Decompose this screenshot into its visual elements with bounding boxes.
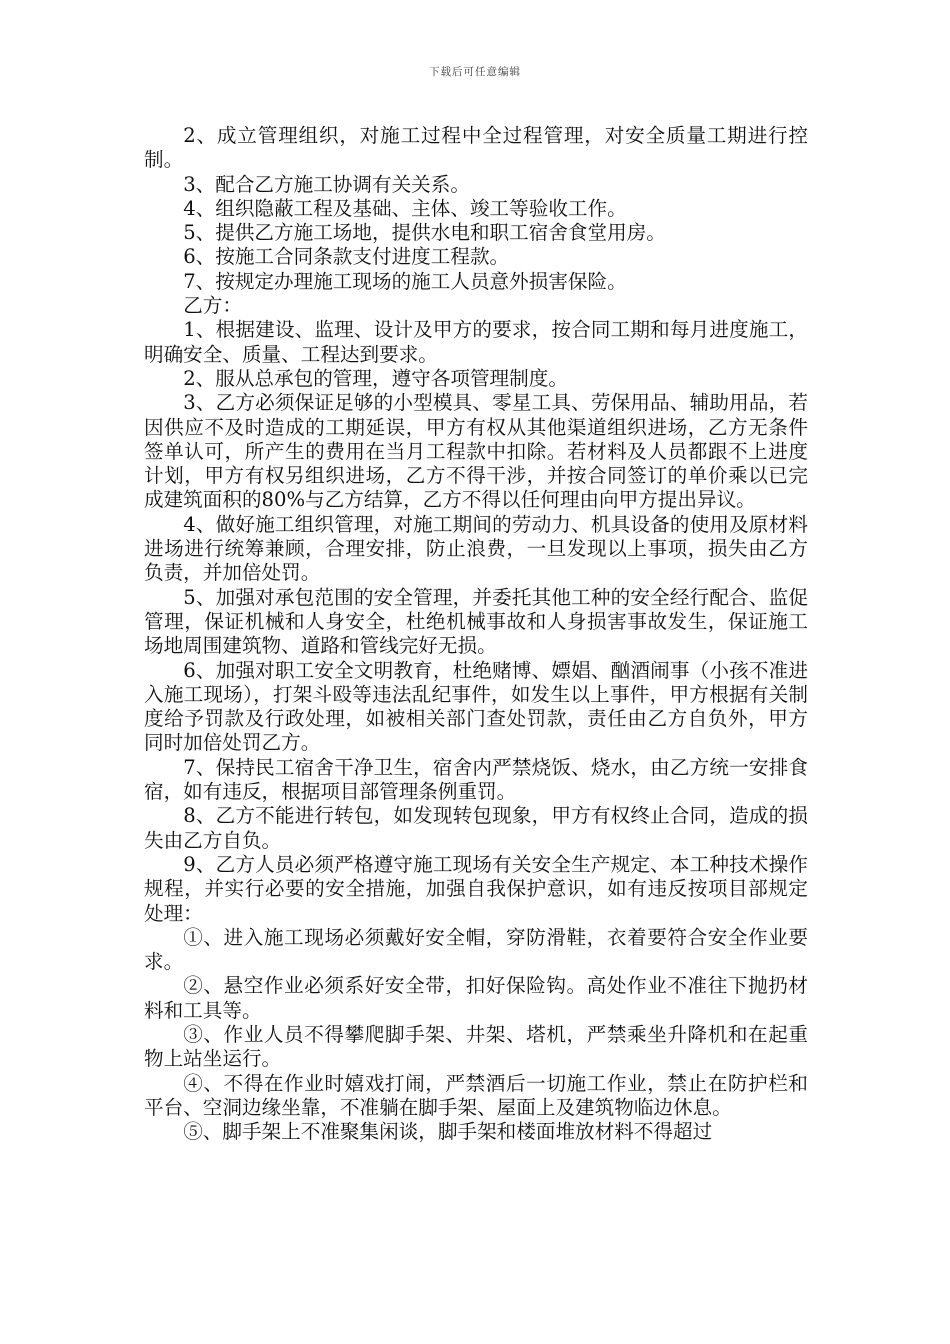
paragraph-a4: 4、组织隐蔽工程及基础、主体、竣工等验收工作。: [183, 196, 627, 220]
paragraph-b6: 6、加强对职工安全文明教育，杜绝赌博、嫖娼、酗酒闹事（小孩不准进入施工现场），打架斗殴等违法乱纪事件，如发生以上事件，甲方根据有关制度给予罚款及行政处理，如被相关部门查处罚款，责任由乙方自负外，甲方同时加倍处罚乙方。: [144, 658, 808, 755]
paragraph-b1: 1、根据建设、监理、设计及甲方的要求，按合同工期和每月进度施工，明确安全、质量、工程达到要求。: [144, 318, 808, 366]
rule-item-3: ③、作业人员不得攀爬脚手架、井架、塔机，严禁乘坐升降机和在起重物上站坐运行。: [144, 1022, 808, 1071]
paragraph-b7: 7、保持民工宿舍干净卫生，宿舍内严禁烧饭、烧水，由乙方统一安排食宿，如有违反，根据项目部管理条例重罚。: [144, 755, 808, 804]
paragraph-b4: 4、做好施工组织管理，对施工期间的劳动力、机具设备的使用及原材料进场进行统筹兼顾，合理安排，防止浪费，一旦发现以上事项，损失由乙方负责，并加倍处罚。: [144, 512, 808, 585]
paragraph-a7: 7、按规定办理施工现场的施工人员意外损害保险。: [183, 269, 627, 293]
paragraph-b9: 9、乙方人员必须严格遵守施工现场有关安全生产规定、本工种技术操作规程，并实行必要的安全措施，加强自我保护意识，如有违反按项目部规定处理：: [144, 852, 808, 925]
paragraph-b5: 5、加强对承包范围的安全管理，并委托其他工种的安全经行配合、监促管理，保证机械和人身安全，杜绝机械事故和人身损害事故发生，保证施工场地周围建筑物、道路和管线完好无损。: [144, 585, 808, 658]
paragraph-b8: 8、乙方不能进行转包，如发现转包现象，甲方有权终止合同，造成的损失由乙方自负。: [144, 804, 808, 852]
section-heading-party-b: 乙方：: [183, 294, 242, 318]
document-body: [144, 124, 808, 1144]
page-header: 下载后可任意编辑: [429, 66, 521, 78]
rule-item-5: ⑤、脚手架上不准聚集闲谈，脚手架和楼面堆放材料不得超过: [183, 1120, 713, 1144]
rule-item-4: ④、不得在作业时嬉戏打闹，严禁酒后一切施工作业，禁止在防护栏和平台、空洞边缘坐靠，不准躺在脚手架、屋面上及建筑物临边休息。: [144, 1071, 808, 1119]
paragraph-a2: 2、成立管理组织，对施工过程中全过程管理，对安全质量工期进行控制。: [144, 124, 808, 172]
paragraph-b2: 2、服从总承包的管理，遵守各项管理制度。: [183, 366, 568, 390]
paragraph-b3: 3、乙方必须保证足够的小型模具、零星工具、劳保用品、辅助用品，若因供应不及时造成的工期延误，甲方有权从其他渠道组织进场，乙方无条件签单认可，所产生的费用在当月工程款中扣除。若材料及人员都跟不上进度计划，甲方有权另组织进场，乙方不得干涉，并按合同签订的单价乘以已完成建筑面积的80%与乙方结算，乙方不得以任何理由向甲方提出异议。: [144, 391, 808, 512]
paragraph-a5: 5、提供乙方施工场地，提供水电和职工宿舍食堂用房。: [183, 221, 666, 245]
paragraph-a3: 3、配合乙方施工协调有关关系。: [183, 172, 470, 196]
paragraph-a6: 6、按施工合同条款支付进度工程款。: [183, 245, 510, 269]
rule-item-2: ②、悬空作业必须系好安全带，扣好保险钩。高处作业不准往下抛扔材料和工具等。: [144, 974, 808, 1022]
rule-item-1: ①、进入施工现场必须戴好安全帽，穿防滑鞋，衣着要符合安全作业要求。: [144, 925, 808, 974]
